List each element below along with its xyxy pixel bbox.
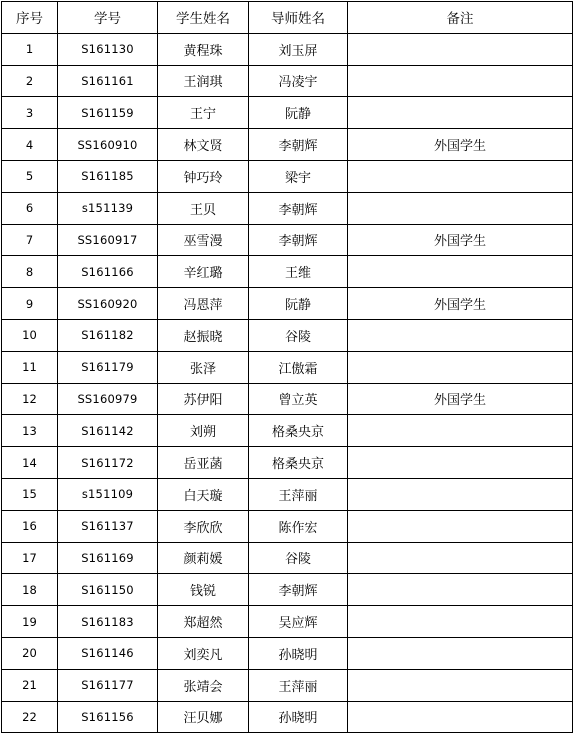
- cell-remarks: [348, 192, 573, 224]
- cell-remarks: [348, 65, 573, 97]
- cell-student-id: S161172: [58, 447, 158, 479]
- cell-remarks: [348, 160, 573, 192]
- cell-seq: 4: [2, 129, 58, 161]
- cell-student-id: S161166: [58, 256, 158, 288]
- cell-seq: 18: [2, 574, 58, 606]
- table-row: [2, 637, 573, 669]
- cell-advisor-name: 江傲霜: [249, 351, 348, 383]
- cell-student-id: S161150: [58, 574, 158, 606]
- cell-student-name: 巫雪漫: [158, 224, 249, 256]
- cell-student-id: s151139: [58, 192, 158, 224]
- table-row: [2, 447, 573, 479]
- cell-seq: 9: [2, 288, 58, 320]
- cell-seq: 1: [2, 33, 58, 65]
- table-row: [2, 415, 573, 447]
- cell-advisor-name: 阮静: [249, 288, 348, 320]
- cell-remarks: [348, 606, 573, 638]
- table-row: [2, 129, 573, 161]
- cell-advisor-name: 曾立英: [249, 383, 348, 415]
- cell-student-id: S161156: [58, 701, 158, 733]
- table-row: [2, 542, 573, 574]
- cell-remarks: [348, 669, 573, 701]
- cell-seq: 12: [2, 383, 58, 415]
- table-row: [2, 606, 573, 638]
- cell-student-name: 冯恩萍: [158, 288, 249, 320]
- cell-student-id: S161182: [58, 319, 158, 351]
- table-row: [2, 192, 573, 224]
- cell-advisor-name: 王萍丽: [249, 669, 348, 701]
- cell-student-name: 苏伊阳: [158, 383, 249, 415]
- cell-seq: 10: [2, 319, 58, 351]
- cell-remarks: [348, 415, 573, 447]
- cell-student-name: 钱锐: [158, 574, 249, 606]
- table-row: [2, 701, 573, 733]
- cell-student-id: S161183: [58, 606, 158, 638]
- cell-seq: 14: [2, 447, 58, 479]
- cell-advisor-name: 孙晓明: [249, 701, 348, 733]
- cell-remarks: [348, 478, 573, 510]
- cell-student-id: SS160979: [58, 383, 158, 415]
- cell-seq: 6: [2, 192, 58, 224]
- cell-remarks: [348, 542, 573, 574]
- cell-student-name: 刘朔: [158, 415, 249, 447]
- cell-student-name: 赵振晓: [158, 319, 249, 351]
- cell-advisor-name: 孙晓明: [249, 637, 348, 669]
- table-row: [2, 65, 573, 97]
- cell-student-id: S161169: [58, 542, 158, 574]
- cell-seq: 17: [2, 542, 58, 574]
- cell-student-name: 王贝: [158, 192, 249, 224]
- cell-seq: 20: [2, 637, 58, 669]
- cell-student-id: S161146: [58, 637, 158, 669]
- table-row: [2, 288, 573, 320]
- cell-seq: 2: [2, 65, 58, 97]
- header-student-name: 学生姓名: [158, 2, 249, 34]
- cell-student-name: 岳亚菡: [158, 447, 249, 479]
- cell-advisor-name: 格桑央京: [249, 447, 348, 479]
- cell-student-name: 刘奕凡: [158, 637, 249, 669]
- table-row: [2, 97, 573, 129]
- cell-seq: 13: [2, 415, 58, 447]
- cell-advisor-name: 阮静: [249, 97, 348, 129]
- cell-advisor-name: 李朝辉: [249, 574, 348, 606]
- cell-advisor-name: 谷陵: [249, 319, 348, 351]
- cell-student-name: 颜莉媛: [158, 542, 249, 574]
- cell-student-name: 钟巧玲: [158, 160, 249, 192]
- cell-student-id: S161137: [58, 510, 158, 542]
- table-row: [2, 669, 573, 701]
- cell-student-id: S161142: [58, 415, 158, 447]
- cell-seq: 8: [2, 256, 58, 288]
- cell-student-id: SS160910: [58, 129, 158, 161]
- cell-student-name: 王宁: [158, 97, 249, 129]
- cell-seq: 11: [2, 351, 58, 383]
- cell-remarks: [348, 637, 573, 669]
- cell-remarks: [348, 97, 573, 129]
- cell-student-name: 黄程珠: [158, 33, 249, 65]
- cell-student-id: S161159: [58, 97, 158, 129]
- table-body: [2, 33, 573, 733]
- cell-advisor-name: 吴应辉: [249, 606, 348, 638]
- cell-student-name: 张靖会: [158, 669, 249, 701]
- cell-student-id: S161177: [58, 669, 158, 701]
- cell-seq: 5: [2, 160, 58, 192]
- cell-remarks: [348, 510, 573, 542]
- table-row: [2, 160, 573, 192]
- cell-advisor-name: 陈作宏: [249, 510, 348, 542]
- cell-seq: 22: [2, 701, 58, 733]
- cell-student-name: 张泽: [158, 351, 249, 383]
- table-row: [2, 383, 573, 415]
- cell-advisor-name: 李朝辉: [249, 192, 348, 224]
- cell-student-name: 汪贝娜: [158, 701, 249, 733]
- cell-student-name: 辛红璐: [158, 256, 249, 288]
- cell-remarks: [348, 351, 573, 383]
- cell-advisor-name: 谷陵: [249, 542, 348, 574]
- table-row: [2, 33, 573, 65]
- cell-seq: 15: [2, 478, 58, 510]
- cell-advisor-name: 梁宇: [249, 160, 348, 192]
- table-row: [2, 510, 573, 542]
- header-remarks: 备注: [348, 2, 573, 34]
- cell-remarks: 外国学生: [348, 288, 573, 320]
- cell-student-name: 白天璇: [158, 478, 249, 510]
- table-row: [2, 224, 573, 256]
- student-advisor-table: [1, 1, 573, 733]
- cell-seq: 3: [2, 97, 58, 129]
- cell-student-id: S161161: [58, 65, 158, 97]
- cell-student-id: SS160920: [58, 288, 158, 320]
- cell-student-id: S161130: [58, 33, 158, 65]
- cell-remarks: 外国学生: [348, 224, 573, 256]
- cell-remarks: [348, 33, 573, 65]
- table-row: [2, 256, 573, 288]
- cell-advisor-name: 王维: [249, 256, 348, 288]
- cell-advisor-name: 刘玉屏: [249, 33, 348, 65]
- cell-seq: 19: [2, 606, 58, 638]
- table-row: [2, 574, 573, 606]
- cell-student-id: s151109: [58, 478, 158, 510]
- cell-remarks: [348, 319, 573, 351]
- cell-remarks: [348, 701, 573, 733]
- cell-remarks: 外国学生: [348, 383, 573, 415]
- cell-seq: 16: [2, 510, 58, 542]
- cell-advisor-name: 格桑央京: [249, 415, 348, 447]
- cell-seq: 21: [2, 669, 58, 701]
- cell-remarks: [348, 447, 573, 479]
- cell-student-name: 郑超然: [158, 606, 249, 638]
- cell-advisor-name: 冯凌宇: [249, 65, 348, 97]
- cell-advisor-name: 王萍丽: [249, 478, 348, 510]
- header-advisor-name: 导师姓名: [249, 2, 348, 34]
- header-student-id: 学号: [58, 2, 158, 34]
- cell-student-id: S161179: [58, 351, 158, 383]
- cell-student-id: SS160917: [58, 224, 158, 256]
- cell-student-name: 林文贤: [158, 129, 249, 161]
- cell-student-name: 李欣欣: [158, 510, 249, 542]
- table-header-row: [2, 2, 573, 34]
- cell-remarks: 外国学生: [348, 129, 573, 161]
- header-seq: 序号: [2, 2, 58, 34]
- table-row: [2, 319, 573, 351]
- cell-remarks: [348, 574, 573, 606]
- cell-seq: 7: [2, 224, 58, 256]
- cell-advisor-name: 李朝辉: [249, 224, 348, 256]
- table-row: [2, 351, 573, 383]
- table-row: [2, 478, 573, 510]
- cell-advisor-name: 李朝辉: [249, 129, 348, 161]
- cell-remarks: [348, 256, 573, 288]
- cell-student-id: S161185: [58, 160, 158, 192]
- cell-student-name: 王润琪: [158, 65, 249, 97]
